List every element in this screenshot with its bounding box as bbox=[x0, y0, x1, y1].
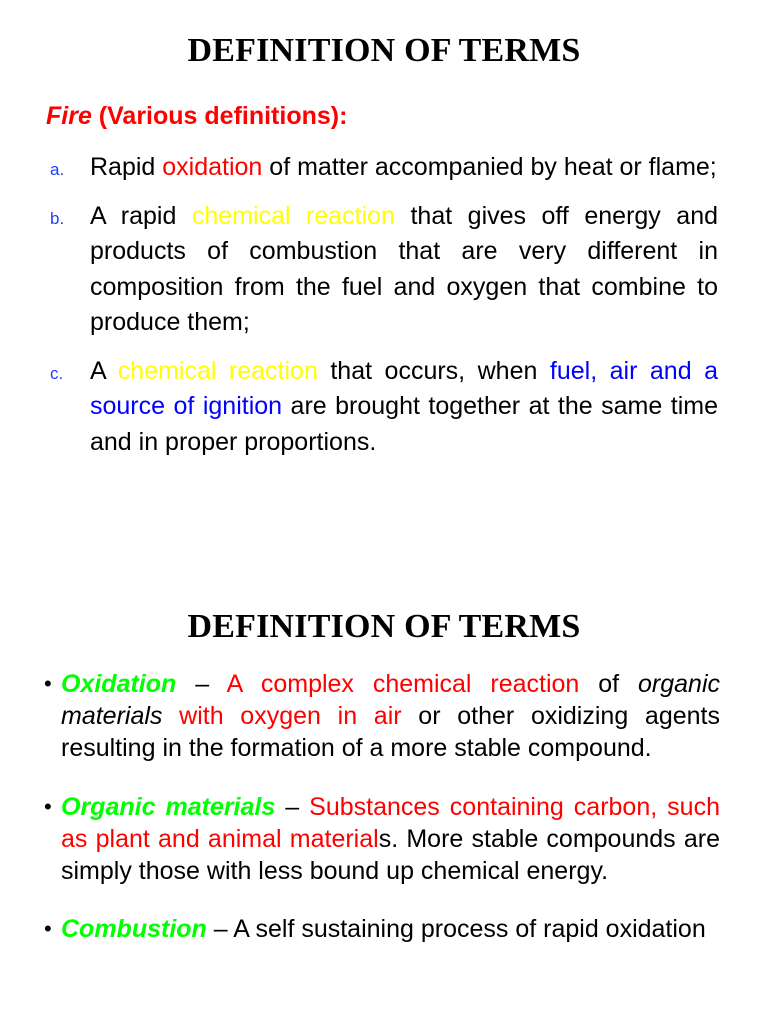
term-definition-list bbox=[40, 668, 720, 971]
slide-title: DEFINITION OF TERMS bbox=[187, 608, 581, 645]
term-organic-materials: Organic materials bbox=[61, 792, 276, 821]
term-combustion: Combustion bbox=[61, 915, 207, 944]
bullet: • bbox=[44, 793, 52, 819]
list-marker: a. bbox=[50, 160, 65, 179]
text-run: , bbox=[590, 356, 610, 385]
text-run: – bbox=[176, 670, 227, 698]
text-run bbox=[162, 702, 179, 730]
term-oxidation: Oxidation bbox=[61, 670, 177, 698]
term-item-oxidation bbox=[40, 668, 720, 765]
bullet: • bbox=[44, 671, 52, 696]
highlight-fuel: fuel bbox=[549, 356, 591, 385]
text-run: A bbox=[90, 356, 118, 385]
heading-term-fire: Fire bbox=[46, 102, 92, 130]
text-run: that gives off energy and products of combustion that are very different in composition from the fuel and oxygen that combine to produce them; bbox=[90, 201, 719, 336]
highlight-chemical-reaction: chemical reaction bbox=[191, 201, 395, 230]
highlight-chemical-reaction: chemical reaction bbox=[117, 356, 318, 385]
text-run: A rapid bbox=[90, 201, 192, 230]
definition-item-c bbox=[46, 354, 718, 461]
text-run: – bbox=[275, 792, 310, 821]
highlight-complex-reaction: A complex chemical reaction bbox=[226, 670, 580, 698]
section-heading bbox=[46, 102, 347, 131]
slide-title: DEFINITION OF TERMS bbox=[187, 32, 581, 69]
text-run: of bbox=[579, 670, 639, 698]
highlight-oxygen-in-air: with oxygen in air bbox=[179, 702, 402, 731]
text-run: are brought together at the same time and in proper proportions. bbox=[90, 392, 718, 456]
text-run: s. More stable compounds are simply those with less bound up chemical energy. bbox=[61, 824, 721, 886]
term-item-organic-materials bbox=[40, 791, 720, 888]
term-item-combustion bbox=[40, 913, 720, 945]
italic-organic-materials: organic materials bbox=[61, 670, 721, 731]
list-marker: b. bbox=[50, 208, 65, 228]
heading-rest: (Various definitions): bbox=[91, 102, 348, 130]
text-run: Rapid bbox=[90, 153, 163, 181]
text-run: that occurs, when bbox=[317, 356, 550, 385]
definition-item-a bbox=[46, 150, 718, 186]
fire-definition-list bbox=[46, 150, 718, 473]
text-run: – A self sustaining process of rapid oxidation bbox=[206, 915, 706, 944]
list-marker: c. bbox=[50, 363, 64, 383]
text-run: or other oxidizing agents resulting in the formation of a more stable compound. bbox=[61, 702, 720, 763]
definition-item-b bbox=[46, 199, 718, 341]
bullet: • bbox=[44, 916, 52, 942]
highlight-substances: Substances containing carbon, such as plant and animal material bbox=[61, 792, 720, 853]
slide-oxidation-definitions bbox=[0, 512, 768, 1024]
text-run: of matter accompanied by heat or flame; bbox=[262, 153, 717, 181]
highlight-air-ignition: air and a source of ignition bbox=[90, 356, 718, 420]
highlight-oxidation: oxidation bbox=[162, 153, 263, 181]
